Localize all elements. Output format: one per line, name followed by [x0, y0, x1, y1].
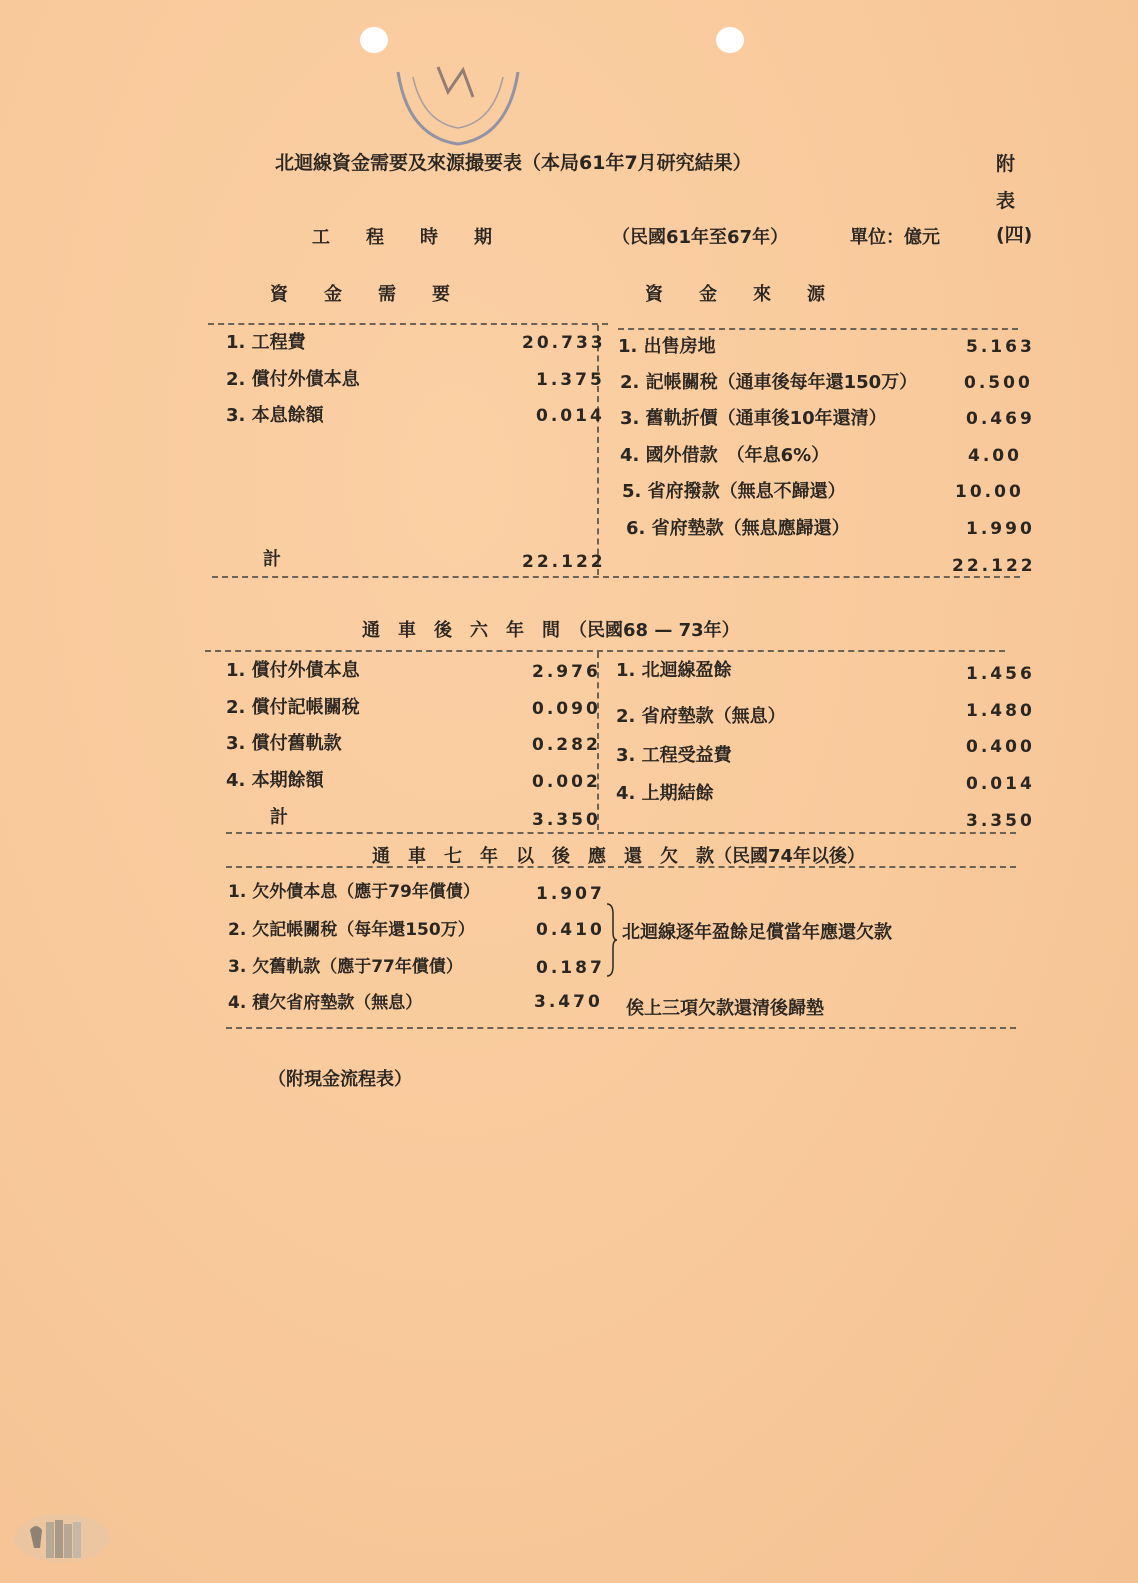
divider-section3-bottom: [226, 1027, 1016, 1029]
divider-top-right: [618, 328, 1018, 330]
source-value-3: 0.469: [966, 409, 1035, 429]
s3-item-label-4: 4. 積欠省府墊款（無息）: [228, 993, 423, 1013]
source-value-6: 1.990: [966, 519, 1035, 539]
s2-source-value-2: 1.480: [966, 701, 1035, 721]
period-range: （民國61年至67年）: [612, 227, 789, 248]
s3-item-label-2: 2. 欠記帳關稅（每年還150万）: [228, 920, 475, 940]
received-stamp: [378, 52, 538, 152]
punch-hole-left: [360, 27, 388, 53]
s2-source-label-2: 2. 省府墊款（無息）: [616, 706, 786, 727]
s3-item-value-1: 1.907: [536, 884, 605, 904]
s2-source-value-3: 0.400: [966, 737, 1035, 757]
column-divider-1: [597, 325, 599, 575]
s2-need-label-2: 2. 償付記帳關稅: [226, 697, 360, 718]
need-label-3: 3. 本息餘額: [226, 405, 324, 426]
s3-brace-note: 北迴線逐年盈餘足償當年應還欠款: [622, 922, 892, 943]
s2-source-label-3: 3. 工程受益費: [616, 745, 732, 766]
s2-source-total-value: 3.350: [966, 811, 1035, 831]
period-label: 工 程 時 期: [312, 227, 492, 248]
curly-brace: [606, 902, 618, 978]
footer-note: （附現金流程表）: [268, 1069, 412, 1090]
side-label-3: (四): [996, 224, 1033, 246]
need-value-1: 20.733: [522, 333, 606, 353]
divider-section2-top: [205, 650, 1005, 652]
side-label-1: 附: [996, 153, 1016, 175]
s2-source-value-1: 1.456: [966, 664, 1035, 684]
s2-source-value-4: 0.014: [966, 774, 1035, 794]
source-value-2: 0.500: [964, 373, 1033, 393]
source-value-4: 4.00: [968, 446, 1022, 466]
s2-need-value-2: 0.090: [532, 699, 601, 719]
need-value-3: 0.014: [536, 406, 605, 426]
s2-need-label-4: 4. 本期餘額: [226, 770, 324, 791]
need-label-1: 1. 工程費: [226, 332, 306, 353]
source-label-3: 3. 舊軌折價（通車後10年還清）: [620, 408, 887, 429]
s2-need-total-value: 3.350: [532, 810, 601, 830]
s3-item-value-4: 3.470: [534, 992, 603, 1012]
s3-last-note: 俟上三項欠款還清後歸墊: [626, 998, 824, 1019]
divider-section1-bottom: [212, 576, 1020, 578]
s3-item-value-3: 0.187: [536, 958, 605, 978]
source-value-5: 10.00: [955, 482, 1024, 502]
s3-item-label-1: 1. 欠外債本息（應于79年償債）: [228, 882, 480, 902]
need-value-2: 1.375: [536, 370, 605, 390]
need-total-value: 22.122: [522, 552, 606, 572]
source-label-6: 6. 省府墊款（無息應歸還）: [626, 518, 850, 539]
source-value-1: 5.163: [966, 337, 1035, 357]
document-title: 北迴線資金需要及來源撮要表（本局61年7月研究結果）: [275, 152, 752, 174]
source-label-1: 1. 出售房地: [618, 336, 716, 357]
punch-hole-right: [716, 27, 744, 53]
s2-source-label-1: 1. 北迴線盈餘: [616, 660, 732, 681]
source-label-5: 5. 省府撥款（無息不歸還）: [622, 481, 846, 502]
s3-item-label-3: 3. 欠舊軌款（應于77年償債）: [228, 957, 463, 977]
s2-need-label-1: 1. 償付外債本息: [226, 660, 360, 681]
unit-label: 單位：億元: [850, 227, 940, 248]
section2-header: 通 車 後 六 年 間 （民國68 — 73年）: [362, 620, 740, 641]
s2-need-label-3: 3. 償付舊軌款: [226, 733, 342, 754]
divider-section3-top: [226, 866, 1016, 868]
source-label-2: 2. 記帳關稅（通車後每年還150万）: [620, 372, 918, 393]
s2-need-value-3: 0.282: [532, 735, 601, 755]
needs-header: 資 金 需 要: [270, 284, 450, 305]
sources-header: 資 金 來 源: [645, 284, 825, 305]
s2-source-label-4: 4. 上期結餘: [616, 783, 714, 804]
need-total-label: 計: [263, 549, 281, 570]
side-label-2: 表: [996, 190, 1016, 212]
source-total-value: 22.122: [952, 556, 1036, 576]
divider-section2-bottom: [226, 832, 1016, 834]
s2-need-value-1: 2.976: [532, 662, 601, 682]
s2-need-value-4: 0.002: [532, 772, 601, 792]
source-label-4: 4. 國外借款 （年息6%）: [620, 445, 830, 466]
need-label-2: 2. 償付外債本息: [226, 369, 360, 390]
s3-item-value-2: 0.410: [536, 920, 605, 940]
section3-header: 通 車 七 年 以 後 應 還 欠 款（民國74年以後）: [372, 846, 866, 867]
divider-top-left: [208, 323, 608, 325]
s2-need-total-label: 計: [270, 807, 288, 828]
archive-book-icon: [12, 1508, 112, 1568]
